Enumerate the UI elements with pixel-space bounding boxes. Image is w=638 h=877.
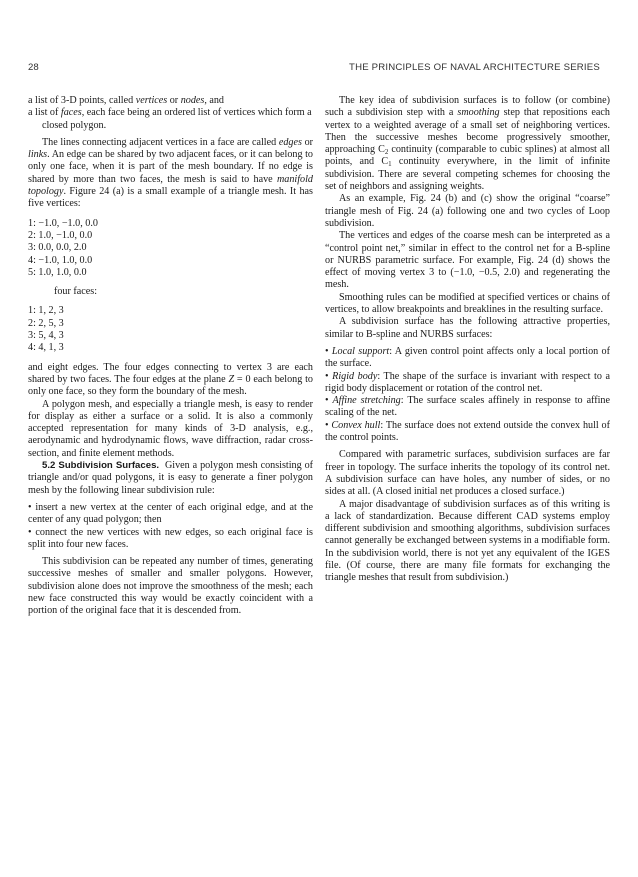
faces-label: four faces: xyxy=(54,286,98,298)
paragraph-smoothing: The key idea of subdivision surfaces is to follow (or combine) such a subdivision step with a smoothing step that repositions each vertex to a weighted average of a small set of neighboring vertices. Then the successive meshes become progressively smoother, approaching $C_2$ continuity (comparable to cubic splines) at almost all points, and $C_1$ continuity everywhere, in the limit of infinite subdivision. There are several competing schemes for choosing the set of neighbors and assigning weights. xyxy=(325,95,610,193)
right-column xyxy=(325,95,610,585)
vertex-list xyxy=(28,218,313,279)
paragraph-control-net: The vertices and edges of the coarse mesh can be interpreted as a “control point net,” similar in effect to the control net for a B-spline or NURBS parametric surface. For example, Fig. 24 (d) shows the effect of moving vertex 3 to (−1.0, −0.5, 2.0) and regenerating the mesh. xyxy=(325,230,610,291)
section-heading: 5.2 Subdivision Surfaces. xyxy=(42,460,160,472)
bullet-local-support: • Local support: A given control point affects only a local portion of the surface. xyxy=(325,345,610,370)
page-number: 28 xyxy=(28,62,39,73)
left-column xyxy=(28,95,313,618)
bullet-connect-vertices: • connect the new vertices with new edges, so each original face is split into four new faces. xyxy=(28,526,313,550)
paragraph-standardization: A major disadvantage of subdivision surfaces as of this writing is a lack of standardization. Because different CAD systems employ different subdivision and smoothing algorithms, subdivision surfaces cannot generally be exchanged between systems in a modifiable form. In the subdivision world, there is not yet any equivalent of the IGES file. (Of course, there are many file formats for exchanging the triangle meshes that result from subdivision.) xyxy=(325,498,610,584)
list-item: 5: 1.0, 1.0, 0.0 xyxy=(28,266,87,278)
page-header xyxy=(28,62,610,76)
paragraph-topology: Compared with parametric surfaces, subdivision surfaces are far freer in topology. The surface inherits the topology of its control net. A subdivision surface can have holes, any number of sides, or no sides at all. (A closed initial net produces a closed surface.) xyxy=(325,449,610,498)
bullet-insert-vertex: • insert a new vertex at the center of each original edge, and at the center of any quad polygon; then xyxy=(28,501,313,526)
list-item: 3: 0.0, 0.0, 2.0 xyxy=(28,242,87,254)
list-item: 2: 1.0, −1.0, 0.0 xyxy=(28,229,93,241)
paragraph-edges: The lines connecting adjacent vertices in a face are called edges or links. An edge can be shared by two adjacent faces, or it can belong to only one face, when it is part of the mesh boundary. If no edge is shared by more than two faces, the mesh is said to have manifold topology. Figure 24 (a) is a small example of a triangle mesh. It has five vertices: xyxy=(28,136,313,210)
paragraph-loop-example: As an example, Fig. 24 (b) and (c) show the original “coarse” triangle mesh of Fig. 24 (a) following one and two cycles of Loop subdivision. xyxy=(325,193,610,229)
paragraph-polygon-mesh: A polygon mesh, and especially a triangle mesh, is easy to render for display as either a surface or a solid. It is also a commonly accepted representation for many kinds of 3-D analysis, e.g., aerodynamic and hydrodynamic flows, wave diffraction, radar cross-section, and finite element methods. xyxy=(28,398,313,459)
list-item: 3: 5, 4, 3 xyxy=(28,330,64,342)
list-item: 1: −1.0, −1.0, 0.0 xyxy=(28,217,98,229)
paragraph-boundary: and eight edges. The four edges connecting to vertex 3 are each shared by two faces. The four edges at the plane Z = 0 each belong to only one face, so they form the boundary of the mesh. xyxy=(28,361,313,398)
paragraph-repeat-subdivision: This subdivision can be repeated any number of times, generating successive meshes of smaller and smaller polygons. However, subdivision alone does not improve the smoothness of the mesh; each new face constructed this way would be exactly coincident with a portion of the original face that it is descended from. xyxy=(28,556,313,617)
running-title: THE PRINCIPLES OF NAVAL ARCHITECTURE SERIES xyxy=(349,62,600,73)
face-list xyxy=(28,305,313,354)
paragraph-subdivision-rule: 5.2 Subdivision Surfaces. Given a polygon mesh consisting of triangle and/or quad polygons, it is easy to generate a finer polygon mesh by the following linear subdivision rule: xyxy=(28,460,314,496)
bullet-affine-stretching: • Affine stretching: The surface scales affinely in response to affine scaling of the net. xyxy=(325,395,610,419)
bullet-rigid-body: • Rigid body: The shape of the surface is invariant with respect to a rigid body displacement or rotation of the control net. xyxy=(325,370,610,394)
intro-line-1: a list of 3-D points, called vertices or nodes, and xyxy=(28,95,224,106)
intro-line-2: a list of faces, each face being an ordered list of vertices which form a closed polygon. xyxy=(28,107,312,131)
paragraph-smoothing-rules: Smoothing rules can be modified at specified vertices or chains of vertices, to allow breakpoints and breaklines in the resulting surface. xyxy=(325,291,610,316)
list-item: 1: 1, 2, 3 xyxy=(28,305,64,317)
paragraph-properties: A subdivision surface has the following attractive properties, similar to B-spline and NURBS surfaces: xyxy=(325,316,610,340)
list-item: 4: 4, 1, 3 xyxy=(28,342,64,354)
list-item: 2: 2, 5, 3 xyxy=(28,317,64,329)
list-item: 4: −1.0, 1.0, 0.0 xyxy=(28,254,93,266)
bullet-convex-hull: • Convex hull: The surface does not extend outside the convex hull of the control points. xyxy=(325,419,610,444)
